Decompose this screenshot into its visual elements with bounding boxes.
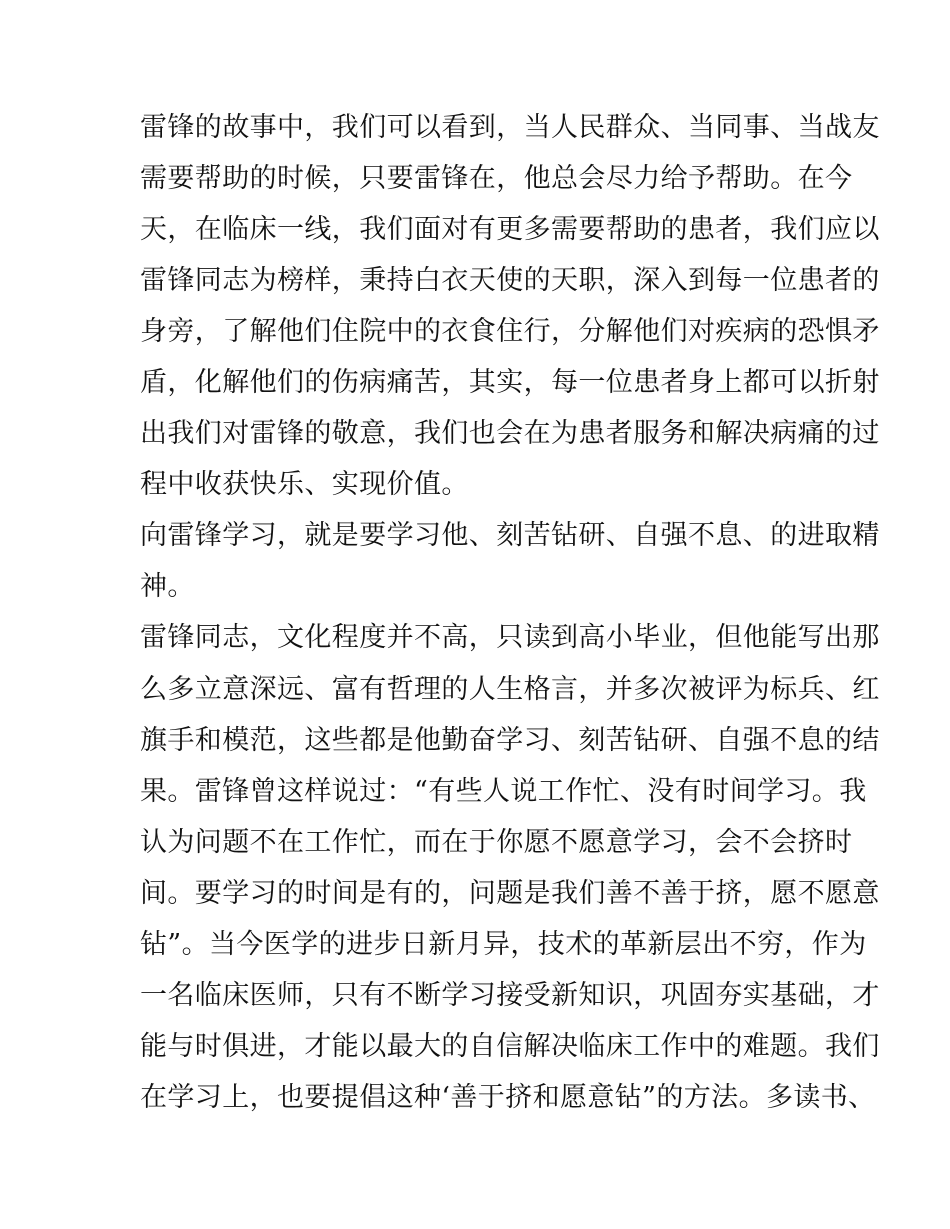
text-line: 钻”。当今医学的进步日新月异，技术的革新层出不穷，作为 [140, 928, 867, 960]
text-line: 需要帮助的时候，只要雷锋在，他总会尽力给予帮助。在今 [140, 163, 853, 195]
text-line: 神。 [140, 571, 195, 603]
text-line: 一名临床医师，只有不断学习接受新知识，巩固夯实基础，才 [140, 979, 880, 1011]
text-line: 雷锋同志，文化程度并不高，只读到高小毕业，但他能写出那 [140, 622, 880, 654]
text-line: 在学习上，也要提倡这种‘善于挤和愿意钻”的方法。多读书、 [140, 1081, 876, 1113]
text-line: 雷锋的故事中，我们可以看到，当人民群众、当同事、当战友 [140, 112, 880, 143]
text-line: 向雷锋学习，就是要学习他、刻苦钻研、自强不息、的进取精 [140, 520, 880, 552]
text-line: 盾，化解他们的伤病痛苦，其实，每一位患者身上都可以折射 [140, 367, 880, 399]
text-line: 旗手和模范，这些都是他勤奋学习、刻苦钻研、自强不息的结 [140, 724, 880, 756]
text-line: 身旁，了解他们住院中的衣食住行，分解他们对疾病的恐惧矛 [140, 316, 880, 348]
text-line: 认为问题不在工作忙，而在于你愿不愿意学习，会不会挤时 [140, 826, 853, 858]
text-line: 天，在临床一线，我们面对有更多需要帮助的患者，我们应以 [140, 214, 880, 246]
document-page [140, 102, 880, 1123]
text-line: 间。要学习的时间是有的，问题是我们善不善于挤，愿不愿意 [140, 877, 880, 909]
text-line: 能与时俱进，才能以最大的自信解决临床工作中的难题。我们 [140, 1030, 880, 1062]
text-line: 果。雷锋曾这样说过：“有些人说工作忙、没有时间学习。我 [140, 775, 867, 807]
text-line: 么多立意深远、富有哲理的人生格言，并多次被评为标兵、红 [140, 673, 880, 705]
text-line: 雷锋同志为榜样，秉持白衣天使的天职，深入到每一位患者的 [140, 265, 880, 297]
text-line: 程中收获快乐、实现价值。 [140, 469, 469, 501]
text-line: 出我们对雷锋的敬意，我们也会在为患者服务和解决病痛的过 [140, 418, 880, 450]
